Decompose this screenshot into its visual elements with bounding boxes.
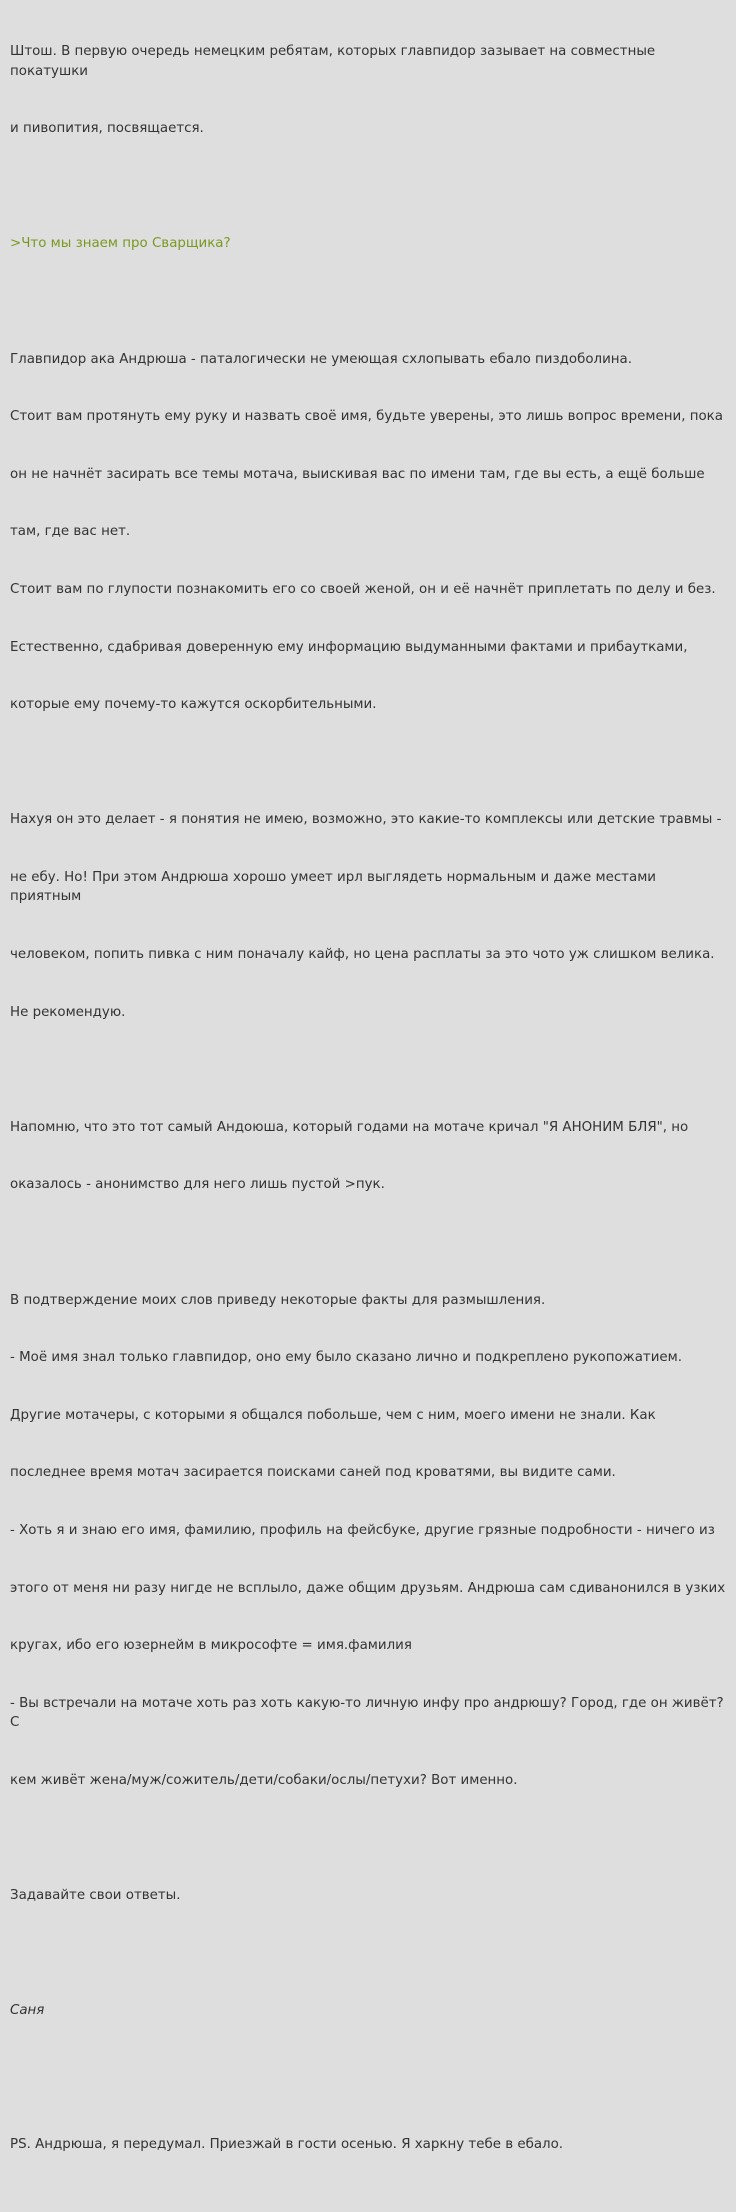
paragraph-4: [10, 1252, 728, 1828]
text-line: и пивопития, посвящается.: [10, 121, 204, 137]
text-line: последнее время мотач засирается поисками саней под кроватями, вы видите сами.: [10, 1465, 616, 1481]
text-line: Напомню, что это тот самый Андоюша, который годами на мотаче кричал "Я АНОНИМ БЛЯ", но: [10, 1119, 689, 1135]
paragraph-5: [10, 1847, 728, 1943]
text-line: там, где вас нет.: [10, 524, 131, 540]
quote-line: >Что мы знаем про Сварщика?: [10, 236, 231, 252]
text-line: он не начнёт засирать все темы мотача, выискивая вас по имени там, где вы есть, а ещё больше: [10, 466, 705, 482]
signature: [10, 1963, 728, 2059]
text-line: - Хоть я и знаю его имя, фамилию, профиль на фейсбуке, другие грязные подробности - ничего из: [10, 1522, 715, 1538]
post-body: [10, 0, 728, 2212]
text-line: кругах, ибо его юзернейм в микрософте = имя.фамилия: [10, 1638, 412, 1654]
text-line: - Вы встречали на мотаче хоть раз хоть какую-то личную инфу про андрюшу? Город, где он живёт? С: [10, 1695, 728, 1730]
text-line: Не рекомендую.: [10, 1004, 126, 1020]
text-line: Стоит вам протянуть ему руку и назвать своё имя, будьте уверены, это лишь вопрос времени, пока: [10, 409, 723, 425]
intro-paragraph: [10, 4, 728, 177]
text-line: Нахуя он это делает - я понятия не имею, возможно, это какие-то комплексы или детские травмы -: [10, 812, 722, 828]
text-line: которые ему почему-то кажутся оскорбительными.: [10, 697, 377, 713]
postscript-text: PS. Андрюша, я передумал. Приезжай в гости осенью. Я харкну тебе в ебало.: [10, 2137, 564, 2153]
text-line: Штош. В первую очередь немецким ребятам, которых главпидор зазывает на совместные покатушки: [10, 44, 660, 79]
paragraph-1: [10, 311, 728, 753]
text-line: оказалось - анонимство для него лишь пустой >пук.: [10, 1177, 385, 1193]
text-line: В подтверждение моих слов приведу некоторые факты для размышления.: [10, 1292, 546, 1308]
text-line: Другие мотачеры, с которыми я общался побольше, чем с ним, моего имени не знали. Как: [10, 1407, 656, 1423]
text-line: кем живёт жена/муж/сожитель/дети/собаки/ослы/петухи? Вот именно.: [10, 1772, 518, 1788]
text-line: - Моё имя знал только главпидор, оно ему было сказано лично и подкреплено рукопожатием.: [10, 1350, 683, 1366]
postscript: [10, 2097, 728, 2193]
signature-text: Саня: [10, 2003, 45, 2019]
text-line: Задавайте свои ответы.: [10, 1887, 181, 1903]
paragraph-3: [10, 1079, 728, 1233]
text-line: не ебу. Но! При этом Андрюша хорошо умеет ирл выглядеть нормальным и даже местами приятным: [10, 870, 661, 905]
text-line: Естественно, сдабривая доверенную ему информацию выдуманными фактами и прибаутками,: [10, 639, 688, 655]
text-line: этого от меня ни разу нигде не всплыло, даже общим друзьям. Андрюша сам сдиванонился в узких: [10, 1580, 726, 1596]
text-line: человеком, попить пивка с ним поначалу кайф, но цена расплаты за это чото уж слишком велика.: [10, 946, 715, 962]
greentext-quote: [10, 196, 728, 292]
paragraph-2: [10, 772, 728, 1060]
text-line: Главпидор ака Андрюша - паталогически не умеющая схлопывать ебало пиздоболина.: [10, 351, 633, 367]
text-line: Стоит вам по глупости познакомить его со своей женой, он и её начнёт приплетать по делу и без.: [10, 582, 716, 598]
